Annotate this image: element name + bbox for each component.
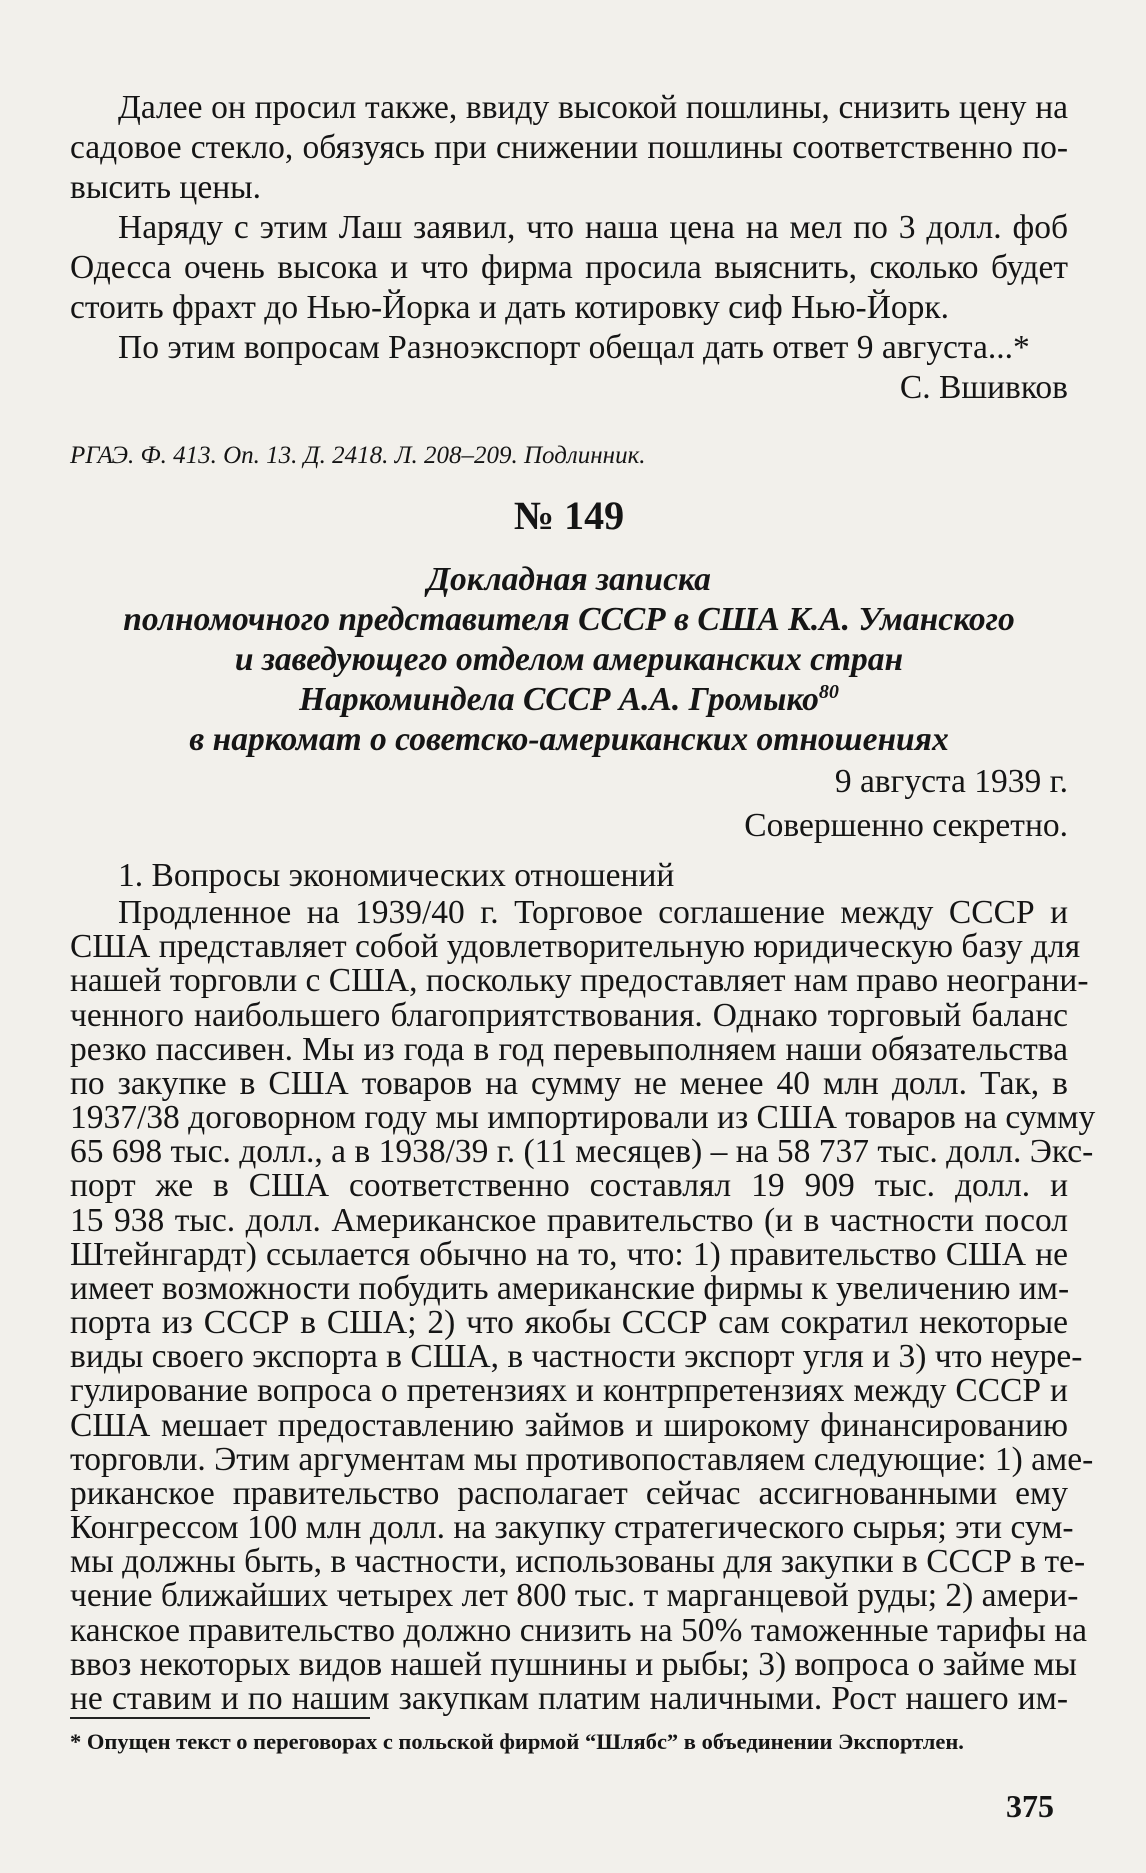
text-line: Продленное на 1939/40 г. Торговое соглашение между СССР и <box>118 894 1068 931</box>
text-line: Далее он просил также, ввиду высокой пошлины, снизить цену на <box>118 89 1068 126</box>
title-line <box>70 680 1068 720</box>
text-line: 15 938 тыс. долл. Американское правительство (и в частности посол <box>70 1202 1068 1239</box>
text-line: США представляет собой удовлетворительную юридическую базу для <box>70 928 1081 965</box>
footnote: * Опущен текст о переговорах с польской фирмой “Шлябс” в объединении Экспортлен. <box>70 1729 964 1754</box>
archive-source: РГАЭ. Ф. 413. Оп. 13. Д. 2418. Л. 208–209. Подлинник. <box>70 442 646 469</box>
text-line: садовое стекло, обязуясь при снижении пошлины соответственно по- <box>70 129 1068 166</box>
text-line: ввоз некоторых видов нашей пушнины и рыбы; 3) вопроса о займе мы <box>70 1646 1077 1683</box>
text-line: канское правительство должно снизить на 50% таможенные тарифы на <box>70 1612 1088 1649</box>
text-line: высить цены. <box>70 169 262 206</box>
text-line: мы должны быть, в частности, использованы для закупки в СССР в те- <box>70 1543 1086 1580</box>
text-line: По этим вопросам Разноэкспорт обещал дать ответ 9 августа...* <box>118 329 1030 366</box>
text-line: Штейнгардт) ссылается обычно на то, что: 1) правительство США не <box>70 1236 1068 1273</box>
document-date: 9 августа 1939 г. <box>834 763 1068 800</box>
text-line: имеет возможности побудить американские фирмы к увеличению им- <box>70 1270 1070 1307</box>
text-line: Конгрессом 100 млн долл. на закупку стратегического сырья; эти сум- <box>70 1509 1074 1546</box>
title-line: в наркомат о советско-американских отношениях <box>189 721 949 758</box>
title-line: и заведующего отделом американских стран <box>234 641 904 678</box>
text-line: стоить фрахт до Нью-Йорка и дать котировку сиф Нью-Йорк. <box>70 289 950 326</box>
title-line: полномочного представителя СССР в США К.А. Уманского <box>123 601 1015 638</box>
page-number: 375 <box>1006 1788 1054 1824</box>
text-line: порта из СССР в США; 2) что якобы СССР сам сократил некоторые <box>70 1304 1068 1341</box>
section-heading: 1. Вопросы экономических отношений <box>118 857 675 894</box>
document-number: № 149 <box>513 493 625 538</box>
text-line: 65 698 тыс. долл., а в 1938/39 г. (11 месяцев) – на 58 737 тыс. долл. Экс- <box>70 1133 1094 1170</box>
text-line: гулирование вопроса о претензиях и контрпретензиях между СССР и <box>70 1372 1068 1409</box>
title-text: Наркоминдела СССР А.А. Громыко <box>299 681 819 718</box>
signature: С. Вшивков <box>899 369 1068 406</box>
classification: Совершенно секретно. <box>744 807 1068 844</box>
text-line: США мешает предоставлению займов и широкому финансированию <box>70 1407 1068 1444</box>
text-line: 1937/38 договорном году мы импортировали из США товаров на сумму <box>70 1099 1096 1136</box>
text-line: ченного наибольшего благоприятствования. Однако торговый баланс <box>70 997 1068 1034</box>
text-line: нашей торговли с США, поскольку предоставляет нам право неограни- <box>70 962 1089 999</box>
text-line: чение ближайших четырех лет 800 тыс. т марганцевой руды; 2) амери- <box>70 1577 1079 1614</box>
text-line: Наряду с этим Лаш заявил, что наша цена на мел по 3 долл. фоб <box>118 209 1068 246</box>
footnote-divider <box>70 1717 370 1719</box>
text-line: торговли. Этим аргументам мы противопоставляем следующие: 1) аме- <box>70 1441 1094 1478</box>
title-line: Докладная записка <box>427 561 711 598</box>
text-line: порт же в США соответственно составлял 19 909 тыс. долл. и <box>70 1167 1068 1204</box>
text-line: по закупке в США товаров на сумму не менее 40 млн долл. Так, в <box>70 1065 1068 1102</box>
text-line: резко пассивен. Мы из года в год перевыполняем наши обязательства <box>70 1031 1068 1068</box>
text-line: виды своего экспорта в США, в частности экспорт угля и 3) что неуре- <box>70 1338 1083 1375</box>
footnote-ref: 80 <box>818 680 839 703</box>
text-line: не ставим и по нашим закупкам платим наличными. Рост нашего им- <box>70 1680 1068 1717</box>
text-line: риканское правительство располагает сейчас ассигнованными ему <box>70 1475 1068 1512</box>
text-line: Одесса очень высока и что фирма просила выяснить, сколько будет <box>70 249 1068 286</box>
